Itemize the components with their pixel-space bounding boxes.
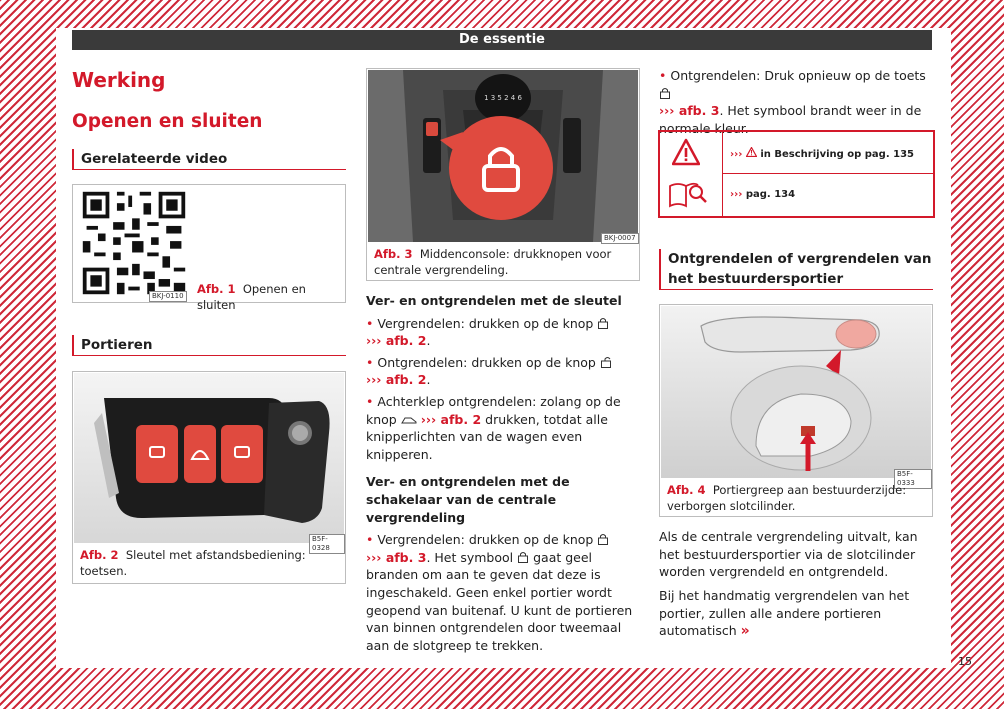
subheading-switch: Ver- en ontgrendelen met de schakelaar van de centrale vergrendeling [366,474,570,525]
paragraph-manual-lock: Bij het handmatig vergrendelen van het portier, zullen alle andere portieren automatisch » [659,588,910,640]
bullet-tailgate: • Achterklep ontgrendelen: zolang op de knop ››› afb. 2 drukken, totdat alle knipperlichten van de wagen even knipperen. [366,393,621,462]
figure-code: BKJ-0110 [149,291,187,302]
right-top-text: • Ontgrendelen: Druk opnieuw op de toets ››› afb. 3. Het symbool brandt weer in de normale kleur. [659,68,926,136]
link-afb2[interactable]: ››› afb. 2 [420,411,482,427]
figure-4 [659,304,933,517]
key-fob-photo [74,373,344,543]
tailgate-icon [401,412,417,424]
figure-caption [374,246,630,278]
bullet-lock: • Vergrendelen: drukken op de knop ››› afb. 2. [366,315,638,350]
figure-caption [197,281,345,313]
continued-arrow-icon: » [740,623,750,640]
link-afb3[interactable]: ››› afb. 3 [366,549,427,565]
warning-icons [660,132,723,216]
warning-divider [722,173,933,174]
lock-icon [597,532,609,544]
small-warning-icon [746,149,757,160]
warning-ref-2[interactable]: ››› pag. 134 [730,189,796,200]
page-subtitle: Openen en sluiten [72,111,263,132]
section-heading-driver-door: Ontgrendelen of vergrendelen van het bestuurdersportier [659,249,933,290]
figure-caption-text: Middenconsole: drukknopen voor centrale vergrendeling. [374,247,612,277]
center-console-photo [368,70,638,242]
unlock-icon [600,355,612,367]
section-header: De essentie [72,30,932,50]
shifter-pattern: 1 3 5 2 4 6 [484,94,522,102]
figure-caption-text: Sleutel met afstandsbediening: toetsen. [80,548,306,578]
figure-label: Afb. 4 [667,483,706,497]
manual-search-icon [668,180,708,211]
link-afb2[interactable]: ››› afb. 2 [366,333,427,349]
figure-3 [366,68,640,281]
figure-caption-text: Portiergreep aan bestuurderzijde: verborgen slotcilinder. [667,483,907,513]
figure-1 [72,184,346,312]
qr-code[interactable] [79,188,189,298]
page-title: Werking [72,68,166,92]
warning-triangle-icon [672,138,700,169]
warning-ref-1[interactable]: ››› in Beschrijving op pag. 135 [730,149,914,160]
middle-text [366,292,638,654]
lock-icon [517,550,529,562]
figure-caption [667,482,923,514]
link-afb3[interactable]: ››› afb. 3 [659,103,720,119]
figure-label: Afb. 1 [197,282,236,296]
figure-caption [80,547,336,579]
link-afb2[interactable]: ››› afb. 2 [366,372,427,388]
lock-icon [659,86,671,98]
bullet-unlock: • Ontgrendelen: drukken op de knop ››› afb. 2. [366,354,638,389]
page-number: 15 [958,655,972,668]
figure-2 [72,371,346,584]
figure-label: Afb. 3 [374,247,413,261]
paragraph-central-lock-failure: Als de centrale vergrendeling uitvalt, kan het bestuurdersportier via de slotcilinder worden vergrendeld en ontgrendeld. [659,529,918,580]
section-heading-doors: Portieren [72,335,346,356]
figure-code: BKJ-0007 [601,233,639,244]
figure-code: B5F-0328 [309,534,345,554]
subheading-key: Ver- en ontgrendelen met de sleutel [366,293,622,308]
warning-box [658,130,935,218]
section-heading-video: Gerelateerde video [72,149,346,170]
figure-caption-text: Openen en sluiten [197,282,306,312]
door-handle-photo [661,306,931,478]
bullet-central-lock: • Vergrendelen: drukken op de knop ››› afb. 3. Het symbool gaat geel branden om aan te geven dat deze is ingeschakeld. Geen enkel portier wordt geopend van buitenaf. U kunt de portieren van binnen ontgrendelen door tweemaal aan de slotgreep te trekken. [366,532,633,653]
figure-label: Afb. 2 [80,548,119,562]
lock-icon [597,316,609,328]
figure-code: B5F-0333 [894,469,932,489]
